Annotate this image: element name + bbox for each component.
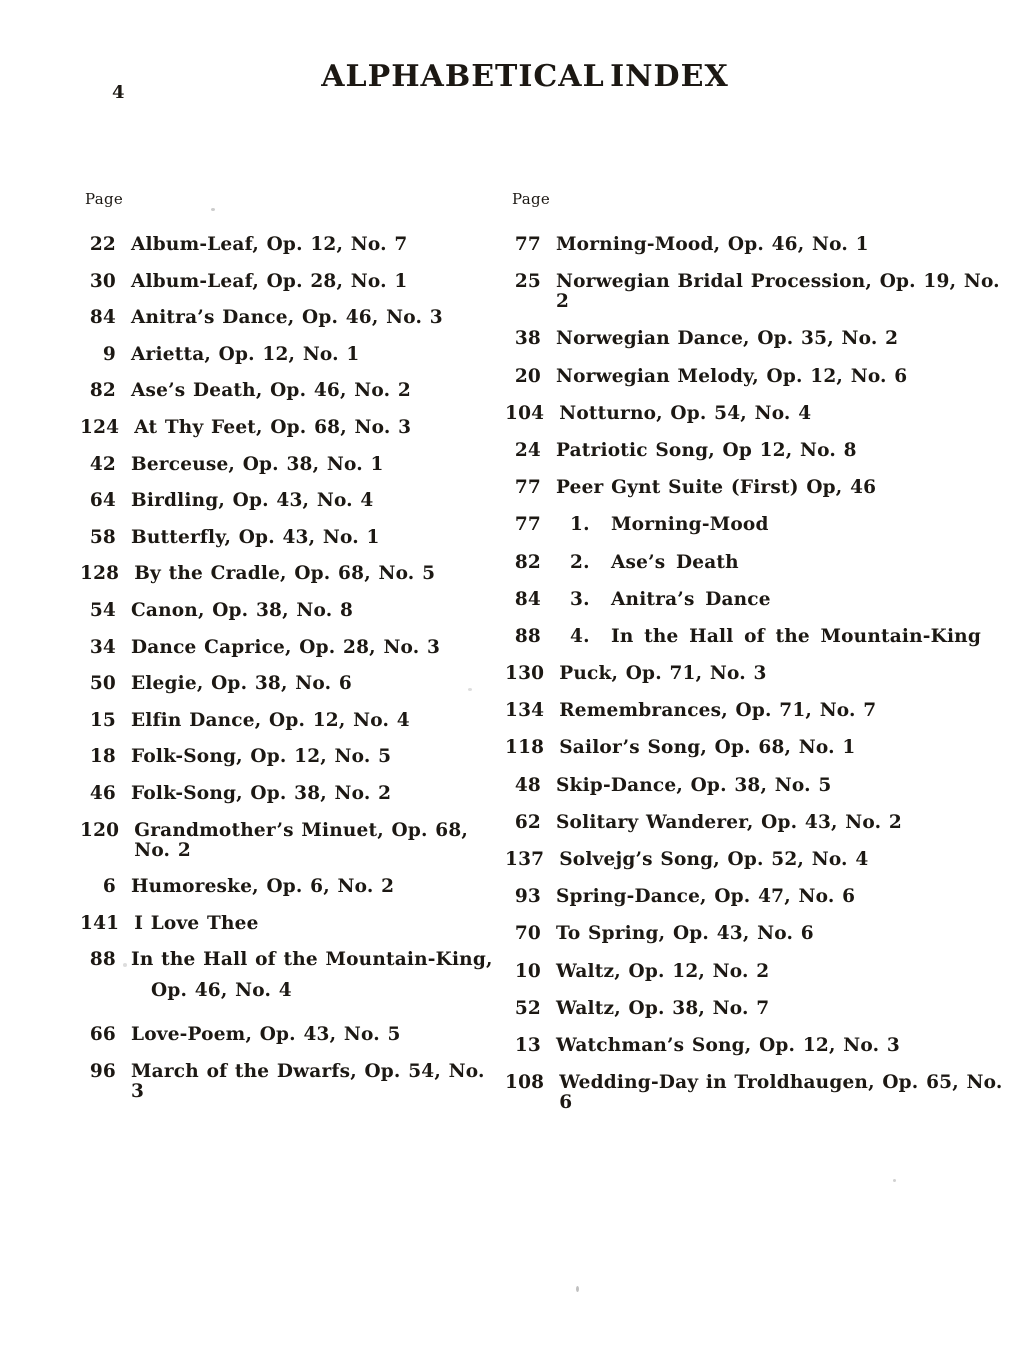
entry-title: Folk-Song, Op. 38, No. 2 bbox=[131, 782, 392, 804]
entry-page-number: 22 bbox=[89, 234, 116, 255]
entry-page-number: 70 bbox=[514, 923, 541, 945]
index-entry bbox=[80, 711, 500, 731]
index-entry bbox=[505, 1073, 1015, 1113]
entry-page-number: 120 bbox=[80, 819, 120, 841]
entry-title: To Spring, Op. 43, No. 6 bbox=[556, 923, 814, 945]
entry-title: 4. In the Hall of the Mountain-King bbox=[570, 625, 981, 647]
index-entry bbox=[80, 638, 500, 658]
entry-title: Patriotic Song, Op 12, No. 8 bbox=[556, 439, 857, 461]
entry-page-number: 82 bbox=[514, 551, 541, 573]
entry-title: Remembrances, Op. 71, No. 7 bbox=[559, 700, 877, 722]
entry-title: Love-Poem, Op. 43, No. 5 bbox=[131, 1024, 401, 1046]
entry-title: Birdling, Op. 43, No. 4 bbox=[131, 490, 374, 512]
entry-title: Morning-Mood, Op. 46, No. 1 bbox=[556, 234, 869, 255]
entry-page-number: 42 bbox=[89, 453, 116, 475]
index-entry bbox=[80, 381, 500, 401]
entry-page-number: 30 bbox=[89, 270, 116, 292]
index-entry bbox=[80, 1062, 500, 1102]
entry-title: Watchman’s Song, Op. 12, No. 3 bbox=[556, 1034, 900, 1056]
index-rows-right bbox=[505, 235, 1015, 1113]
entry-title: Spring-Dance, Op. 47, No. 6 bbox=[556, 886, 856, 908]
index-entry bbox=[505, 272, 1015, 312]
index-entry bbox=[80, 1025, 500, 1045]
index-entry bbox=[505, 441, 1015, 461]
entry-title: Arietta, Op. 12, No. 1 bbox=[131, 343, 360, 365]
entry-page-number: 88 bbox=[514, 625, 541, 647]
entry-title: Skip-Dance, Op. 38, No. 5 bbox=[556, 774, 832, 796]
index-entry bbox=[505, 962, 1015, 982]
entry-title: Sailor’s Song, Op. 68, No. 1 bbox=[559, 737, 856, 759]
index-entry bbox=[80, 784, 500, 804]
entry-page-number: 134 bbox=[505, 700, 545, 722]
entry-title: Elfin Dance, Op. 12, No. 4 bbox=[131, 709, 410, 731]
entry-page-number: 9 bbox=[102, 343, 116, 365]
page-folio-number: 4 bbox=[112, 82, 125, 103]
entry-page-number: 15 bbox=[89, 709, 116, 731]
index-entry bbox=[80, 914, 500, 934]
entry-page-number: 46 bbox=[89, 782, 116, 804]
index-column-right bbox=[505, 191, 1015, 1130]
index-entry bbox=[505, 627, 1015, 647]
scan-speck bbox=[893, 1179, 896, 1182]
entry-title: Humoreske, Op. 6, No. 2 bbox=[131, 876, 395, 898]
entry-title: At Thy Feet, Op. 68, No. 3 bbox=[134, 416, 412, 438]
column-header-page-label: Page bbox=[512, 190, 551, 208]
entry-title: Album-Leaf, Op. 12, No. 7 bbox=[131, 234, 408, 255]
entry-title: Canon, Op. 38, No. 8 bbox=[131, 599, 354, 621]
entry-page-number: 108 bbox=[505, 1072, 545, 1094]
entry-title: March of the Dwarfs, Op. 54, No. 3 bbox=[131, 1060, 493, 1102]
index-entry bbox=[505, 776, 1015, 796]
entry-page-number: 128 bbox=[80, 563, 120, 585]
entry-title: Notturno, Op. 54, No. 4 bbox=[559, 402, 812, 424]
entry-page-number: 130 bbox=[505, 663, 545, 685]
index-entry bbox=[505, 553, 1015, 573]
entry-title: Butterfly, Op. 43, No. 1 bbox=[131, 526, 380, 548]
entry-title-line2: Op. 46, No. 4 bbox=[151, 980, 292, 1002]
index-entry bbox=[505, 887, 1015, 907]
entry-page-number: 118 bbox=[505, 737, 545, 759]
index-entry bbox=[505, 329, 1015, 349]
index-entry bbox=[505, 701, 1015, 721]
index-entry bbox=[505, 404, 1015, 424]
entry-title: Berceuse, Op. 38, No. 1 bbox=[131, 453, 384, 475]
entry-title: Wedding-Day in Troldhaugen, Op. 65, No. 6 bbox=[559, 1072, 1011, 1114]
entry-page-number: 25 bbox=[514, 271, 541, 293]
entry-page-number: 77 bbox=[514, 477, 541, 499]
entry-page-number: 124 bbox=[80, 416, 120, 438]
entry-page-number: 88 bbox=[89, 949, 116, 971]
index-entry bbox=[505, 664, 1015, 684]
entry-page-number: 6 bbox=[102, 876, 116, 898]
entry-page-number: 52 bbox=[514, 997, 541, 1019]
scan-speck bbox=[468, 688, 472, 691]
entry-page-number: 38 bbox=[514, 328, 541, 350]
page-title: ALPHABETICAL INDEX bbox=[321, 59, 729, 94]
index-entry bbox=[80, 950, 500, 1001]
entry-page-number: 48 bbox=[514, 774, 541, 796]
index-entry bbox=[80, 308, 500, 328]
entry-page-number: 77 bbox=[514, 514, 541, 536]
index-entry bbox=[505, 478, 1015, 498]
entry-page-number: 104 bbox=[505, 402, 545, 424]
entry-page-number: 137 bbox=[505, 849, 545, 870]
entry-title: I Love Thee bbox=[134, 912, 259, 934]
entry-page-number: 84 bbox=[514, 588, 541, 610]
entry-title: Elegie, Op. 38, No. 6 bbox=[131, 673, 352, 695]
entry-page-number: 58 bbox=[89, 526, 116, 548]
index-entry bbox=[80, 821, 500, 861]
entry-page-number: 66 bbox=[89, 1024, 116, 1046]
entry-page-number: 141 bbox=[80, 912, 120, 934]
index-entry bbox=[80, 235, 500, 255]
entry-title: Norwegian Dance, Op. 35, No. 2 bbox=[556, 328, 899, 350]
entry-page-number: 93 bbox=[514, 886, 541, 908]
index-entry bbox=[80, 601, 500, 621]
entry-title: Norwegian Melody, Op. 12, No. 6 bbox=[556, 365, 908, 387]
entry-title: Folk-Song, Op. 12, No. 5 bbox=[131, 746, 392, 768]
entry-title: 1. Morning-Mood bbox=[570, 514, 769, 536]
entry-page-number: 34 bbox=[89, 636, 116, 658]
entry-title: Ase’s Death, Op. 46, No. 2 bbox=[131, 380, 411, 402]
entry-title: Puck, Op. 71, No. 3 bbox=[559, 663, 767, 685]
entry-page-number: 24 bbox=[514, 439, 541, 461]
index-column-left bbox=[80, 191, 500, 1118]
index-entry bbox=[505, 999, 1015, 1019]
entry-title: Anitra’s Dance, Op. 46, No. 3 bbox=[131, 307, 443, 329]
scan-speck bbox=[123, 963, 127, 967]
entry-title: In the Hall of the Mountain-King, Op. 46, No. 4 bbox=[131, 949, 493, 1002]
index-entry bbox=[80, 564, 500, 584]
index-entry bbox=[505, 367, 1015, 387]
index-entry bbox=[505, 813, 1015, 833]
entry-page-number: 54 bbox=[89, 599, 116, 621]
index-entry bbox=[505, 590, 1015, 610]
index-entry bbox=[80, 528, 500, 548]
index-entry bbox=[80, 455, 500, 475]
index-entry bbox=[80, 345, 500, 365]
index-entry bbox=[80, 418, 500, 438]
entry-title: Album-Leaf, Op. 28, No. 1 bbox=[131, 270, 408, 292]
entry-page-number: 64 bbox=[89, 490, 116, 512]
index-entry bbox=[505, 515, 1015, 535]
entry-page-number: 96 bbox=[89, 1060, 116, 1082]
entry-title: Waltz, Op. 12, No. 2 bbox=[556, 960, 770, 982]
entry-title: Peer Gynt Suite (First) Op, 46 bbox=[556, 477, 877, 499]
index-entry bbox=[80, 272, 500, 292]
entry-page-number: 13 bbox=[514, 1034, 541, 1056]
entry-title: Waltz, Op. 38, No. 7 bbox=[556, 997, 770, 1019]
entry-page-number: 20 bbox=[514, 365, 541, 387]
entry-title: Solvejg’s Song, Op. 52, No. 4 bbox=[559, 849, 869, 870]
entry-page-number: 77 bbox=[514, 234, 541, 255]
entry-title: Grandmother’s Minuet, Op. 68, No. 2 bbox=[134, 819, 476, 861]
entry-page-number: 18 bbox=[89, 746, 116, 768]
index-entry bbox=[505, 1036, 1015, 1056]
entry-title: By the Cradle, Op. 68, No. 5 bbox=[134, 563, 436, 585]
scan-speck bbox=[211, 208, 215, 211]
index-entry bbox=[80, 491, 500, 511]
index-entry bbox=[80, 877, 500, 897]
entry-page-number: 84 bbox=[89, 307, 116, 329]
entry-title: Norwegian Bridal Procession, Op. 19, No. 2 bbox=[556, 271, 1008, 313]
entry-page-number: 82 bbox=[89, 380, 116, 402]
entry-title: Dance Caprice, Op. 28, No. 3 bbox=[131, 636, 441, 658]
entry-page-number: 50 bbox=[89, 673, 116, 695]
entry-page-number: 10 bbox=[514, 960, 541, 982]
index-entry bbox=[80, 747, 500, 767]
column-header-page-label: Page bbox=[85, 190, 124, 208]
entry-title: Solitary Wanderer, Op. 43, No. 2 bbox=[556, 811, 902, 833]
index-entry bbox=[505, 235, 1015, 255]
entry-page-number: 62 bbox=[514, 811, 541, 833]
index-entry bbox=[505, 924, 1015, 944]
entry-title: 3. Anitra’s Dance bbox=[570, 588, 771, 610]
index-entry bbox=[505, 738, 1015, 758]
scan-speck bbox=[576, 1286, 579, 1292]
index-entry bbox=[505, 850, 1015, 870]
index-rows-left bbox=[80, 235, 500, 1102]
index-entry bbox=[80, 674, 500, 694]
entry-title: 2. Ase’s Death bbox=[570, 551, 739, 573]
